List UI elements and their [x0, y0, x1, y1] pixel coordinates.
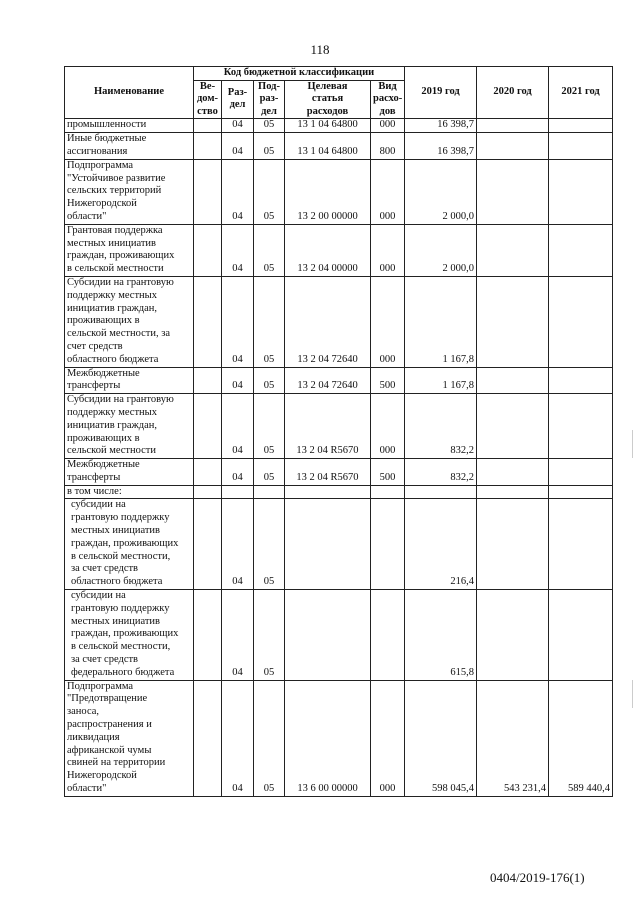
- row-ved: [194, 276, 222, 367]
- row-razdel: [222, 485, 254, 499]
- table-row: [65, 459, 613, 486]
- row-target: 13 1 04 64800: [285, 133, 371, 160]
- row-vid: 000: [371, 680, 405, 796]
- row-target: 13 1 04 64800: [285, 119, 371, 133]
- row-2020: 543 231,4: [477, 680, 549, 796]
- table-row: [65, 485, 613, 499]
- row-name: в том числе:: [65, 485, 194, 499]
- header-podrazdel: Под- раз- дел: [254, 80, 285, 119]
- table-row: [65, 394, 613, 459]
- header-razdel: Раз- дел: [222, 80, 254, 119]
- row-name: субсидии на грантовую поддержку местных инициатив граждан, проживающих в сельской местности, за счет средств федерального бюджета: [65, 590, 194, 681]
- table-row: [65, 133, 613, 160]
- row-2020: [477, 276, 549, 367]
- row-2021: [549, 394, 613, 459]
- row-2019: 598 045,4: [405, 680, 477, 796]
- row-vid: 500: [371, 367, 405, 394]
- row-2019: 216,4: [405, 499, 477, 590]
- row-target: [285, 485, 371, 499]
- row-ved: [194, 133, 222, 160]
- row-2021: [549, 133, 613, 160]
- row-ved: [194, 680, 222, 796]
- row-2019: 16 398,7: [405, 133, 477, 160]
- row-name: Межбюджетные трансферты: [65, 367, 194, 394]
- row-2021: [549, 367, 613, 394]
- row-podrazdel: 05: [254, 459, 285, 486]
- row-razdel: 04: [222, 590, 254, 681]
- row-2021: [549, 224, 613, 276]
- row-ved: [194, 119, 222, 133]
- row-2020: [477, 119, 549, 133]
- row-2020: [477, 224, 549, 276]
- row-vid: [371, 485, 405, 499]
- row-podrazdel: 05: [254, 133, 285, 160]
- row-podrazdel: 05: [254, 159, 285, 224]
- row-2020: [477, 394, 549, 459]
- row-2021: [549, 119, 613, 133]
- header-name: Наименование: [65, 67, 194, 119]
- row-ved: [194, 499, 222, 590]
- row-razdel: 04: [222, 459, 254, 486]
- row-name: Подпрограмма "Предотвращение заноса, распространения и ликвидация африканской чумы свиней на территории Нижегородской области": [65, 680, 194, 796]
- table-body: [65, 119, 613, 796]
- row-name: Субсидии на грантовую поддержку местных инициатив граждан, проживающих в сельской местности, за счет средств областного бюджета: [65, 276, 194, 367]
- row-razdel: 04: [222, 680, 254, 796]
- table-row: [65, 590, 613, 681]
- row-vid: 000: [371, 276, 405, 367]
- row-target: 13 2 04 00000: [285, 224, 371, 276]
- row-2021: [549, 590, 613, 681]
- row-ved: [194, 485, 222, 499]
- row-razdel: 04: [222, 276, 254, 367]
- row-vid: 000: [371, 159, 405, 224]
- row-razdel: 04: [222, 224, 254, 276]
- row-2019: 832,2: [405, 394, 477, 459]
- row-vid: 500: [371, 459, 405, 486]
- row-podrazdel: 05: [254, 119, 285, 133]
- row-name: промышленности: [65, 119, 194, 133]
- row-ved: [194, 590, 222, 681]
- row-ved: [194, 224, 222, 276]
- row-2019: [405, 485, 477, 499]
- row-target: [285, 499, 371, 590]
- row-name: Подпрограмма "Устойчивое развитие сельских территорий Нижегородской области": [65, 159, 194, 224]
- header-target: Целевая статья расходов: [285, 80, 371, 119]
- row-2020: [477, 590, 549, 681]
- row-2019: 1 167,8: [405, 276, 477, 367]
- table-row: [65, 499, 613, 590]
- row-podrazdel: [254, 485, 285, 499]
- row-ved: [194, 367, 222, 394]
- table-row: [65, 119, 613, 133]
- row-name: Иные бюджетные ассигнования: [65, 133, 194, 160]
- row-2020: [477, 367, 549, 394]
- row-ved: [194, 159, 222, 224]
- table-row: [65, 680, 613, 796]
- footer-code: 0404/2019-176(1): [490, 870, 585, 885]
- row-2021: [549, 499, 613, 590]
- budget-table: [64, 66, 613, 797]
- row-2019: 2 000,0: [405, 224, 477, 276]
- row-ved: [194, 459, 222, 486]
- row-podrazdel: 05: [254, 680, 285, 796]
- row-razdel: 04: [222, 119, 254, 133]
- header-2021: 2021 год: [549, 67, 613, 119]
- row-name: Грантовая поддержка местных инициатив граждан, проживающих в сельской местности: [65, 224, 194, 276]
- table-header: [65, 67, 613, 119]
- row-2021: [549, 276, 613, 367]
- row-target: 13 2 04 R5670: [285, 459, 371, 486]
- row-2020: [477, 159, 549, 224]
- row-2021: [549, 459, 613, 486]
- row-podrazdel: 05: [254, 224, 285, 276]
- row-2019: 832,2: [405, 459, 477, 486]
- header-ved: Ве- дом- ство: [194, 80, 222, 119]
- row-2021: 589 440,4: [549, 680, 613, 796]
- row-ved: [194, 394, 222, 459]
- row-razdel: 04: [222, 133, 254, 160]
- row-razdel: 04: [222, 159, 254, 224]
- row-target: [285, 590, 371, 681]
- page-number: 118: [310, 42, 330, 57]
- row-podrazdel: 05: [254, 590, 285, 681]
- row-target: 13 2 04 72640: [285, 276, 371, 367]
- row-target: 13 2 00 00000: [285, 159, 371, 224]
- row-2020: [477, 133, 549, 160]
- row-name: Субсидии на грантовую поддержку местных инициатив граждан, проживающих в сельской местности: [65, 394, 194, 459]
- row-vid: 000: [371, 394, 405, 459]
- row-vid: 000: [371, 119, 405, 133]
- row-2021: [549, 485, 613, 499]
- row-2019: 16 398,7: [405, 119, 477, 133]
- row-podrazdel: 05: [254, 394, 285, 459]
- table-row: [65, 159, 613, 224]
- scan-edge-mark: [632, 680, 633, 708]
- header-2019: 2019 год: [405, 67, 477, 119]
- row-name: Межбюджетные трансферты: [65, 459, 194, 486]
- row-vid: 800: [371, 133, 405, 160]
- header-vid: Вид расхо- дов: [371, 80, 405, 119]
- row-2020: [477, 485, 549, 499]
- row-podrazdel: 05: [254, 367, 285, 394]
- row-razdel: 04: [222, 394, 254, 459]
- row-2019: 1 167,8: [405, 367, 477, 394]
- row-podrazdel: 05: [254, 499, 285, 590]
- scan-edge-mark: [632, 430, 633, 458]
- row-name: субсидии на грантовую поддержку местных инициатив граждан, проживающих в сельской местности, за счет средств областного бюджета: [65, 499, 194, 590]
- row-vid: 000: [371, 224, 405, 276]
- row-target: 13 2 04 R5670: [285, 394, 371, 459]
- table-row: [65, 367, 613, 394]
- row-razdel: 04: [222, 367, 254, 394]
- row-vid: [371, 499, 405, 590]
- table-row: [65, 224, 613, 276]
- row-target: 13 2 04 72640: [285, 367, 371, 394]
- row-2020: [477, 499, 549, 590]
- row-podrazdel: 05: [254, 276, 285, 367]
- table-row: [65, 276, 613, 367]
- header-code-group: Код бюджетной классификации: [194, 67, 405, 81]
- header-2020: 2020 год: [477, 67, 549, 119]
- row-2019: 615,8: [405, 590, 477, 681]
- row-vid: [371, 590, 405, 681]
- row-target: 13 6 00 00000: [285, 680, 371, 796]
- row-2020: [477, 459, 549, 486]
- row-razdel: 04: [222, 499, 254, 590]
- row-2021: [549, 159, 613, 224]
- row-2019: 2 000,0: [405, 159, 477, 224]
